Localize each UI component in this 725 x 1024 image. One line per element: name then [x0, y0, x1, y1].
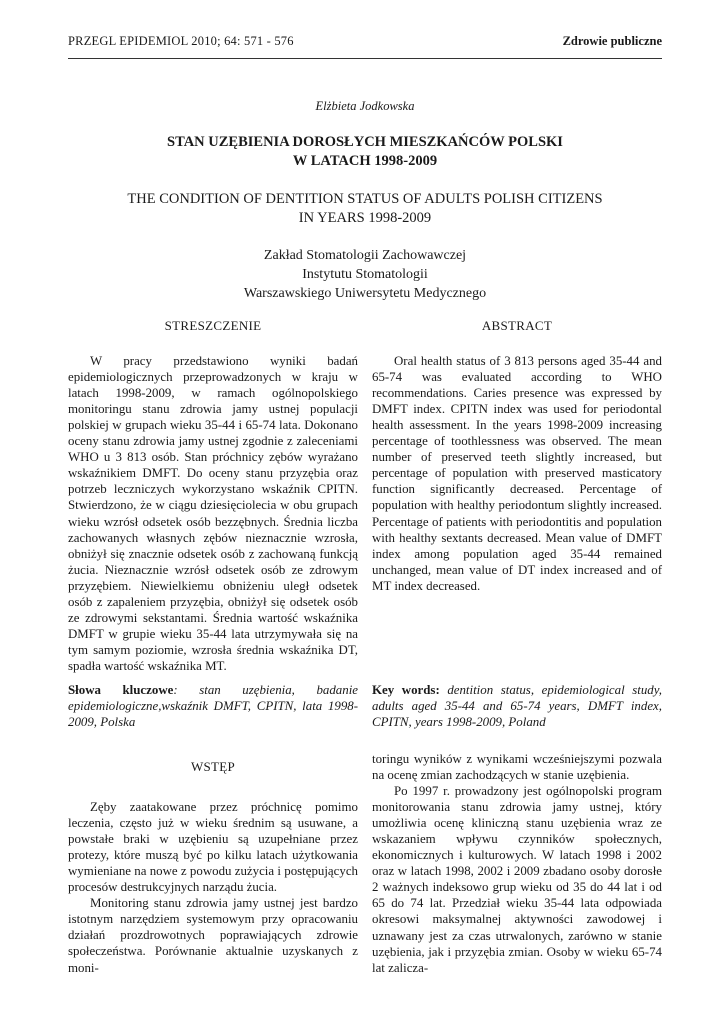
abstract-section	[372, 318, 662, 594]
keywords-polish-label: Słowa kluczowe	[68, 683, 174, 697]
keywords-polish	[68, 682, 358, 730]
header-rule	[68, 58, 662, 59]
abstract-text: Oral health status of 3 813 persons aged 35-44 and 65-74 was evaluated according to WHO recommendations. Caries presence was expressed by DMFT index. CPITN index was used for periodontal health assessment. In the years 1998-2009 increasing percentage of toothlessness was observed. The mean number of preserved teeth slightly increased, but percentage of population with preserved masticatory function significantly decreased. Percentage of population with healthy periodontum slightly increased. Percentage of patients with periodontitis and population with healthy sextants decreased. Mean value of DMFT index among population aged 35-44 remained unchanged, mean value of DT index increased and of MT index decreased.	[372, 354, 662, 593]
keywords-polish-text: : stan uzębienia, badanie epidemiologiczne,wskaźnik DMFT, CPITN, lata 1998-2009, Polska	[68, 683, 358, 730]
title-polish-line-2: W LATACH 1998-2009	[292, 153, 438, 169]
abstract-heading: ABSTRACT	[481, 318, 553, 333]
wstep-paragraph-1: Zęby zaatakowane przez próchnicę pomimo leczenia, często już w wieku średnim są usuwane, a powstałe braki w uzębieniu są uzupełniane przez protezy, które muszą być po kilku latach użytkowania wymieniane na nowe z powodu zużycia i postępujących procesów destrukcyjnych narządu żucia.	[68, 800, 358, 895]
affiliation	[68, 246, 662, 303]
continuation-paragraph-2: Po 1997 r. prowadzony jest ogólnopolski program monitorowania stanu zdrowia jamy ustnej, który umożliwia ocenę kliniczną stanu uzębienia wraz ze wskazaniem wpływu czynników społecznych, ekonomicznych i kulturowych. W latach 1998 i 2002 oraz w latach 1998, 2002 i 2009 zbadano osoby dorosłe 2 ważnych indeksowo grup wieku od 35 do 44 lat i od 65 do 74 lat. Przedział wieku 35-44 lata odpowiada okresowi maksymalnej aktywności zawodowej i uznawany jest za czas utrwalonych, zarówno w stanie uzębienia, jak i przyzębia zmian. Osoby w wieku 65-74 lat zalicza-	[372, 784, 662, 975]
title-english-line-2: IN YEARS 1998-2009	[298, 210, 432, 226]
author-name: Elżbieta Jodkowska	[315, 99, 415, 113]
wstep-section	[68, 759, 358, 976]
journal-section: Zdrowie publiczne	[562, 34, 662, 48]
journal-citation: PRZEGL EPIDEMIOL 2010; 64: 571 - 576	[68, 34, 294, 48]
wstep-paragraph-2: Monitoring stanu zdrowia jamy ustnej jest bardzo istotnym narzędziem systemowym przy opracowaniu działań prozdrowotnych poprawiających zdrowie społeczeństwa. Porównanie aktualnie uzyskanych z moni-	[68, 896, 358, 975]
streszczenie-section	[68, 318, 358, 674]
title-english-line-1: THE CONDITION OF DENTITION STATUS OF ADULTS POLISH CITIZENS	[127, 191, 603, 207]
keywords-english	[372, 682, 662, 730]
running-header	[68, 34, 662, 49]
streszczenie-text: W pracy przedstawiono wyniki badań epidemiologicznych przeprowadzonych w kraju w latach 1998-2009, w ramach ogólnopolskiego monitoringu stanu zdrowia jamy ustnej populacji polskiej w grupach wieku 35-44 i 65-74 lata. Dokonano oceny stanu zdrowia jamy ustnej zgodnie z zaleceniami WHO u 3 813 osób. Stan próchnicy zębów wyrażano wskaźnikiem DMFT. Do oceny stanu przyzębia oraz potrzeb leczniczych wykorzystano wskaźnik CPITN. Stwierdzono, że w ciągu dziesięciolecia w obu grupach wieku wzrósł odsetek osób bezzębnych. Średnia liczba zachowanych własnych zębów nieznacznie wzrosła, obniżył się znacznie odsetek osób z zachowaną funkcją żucia. Nieznacznie wzrósł odsetek osób ze zdrowym przyzębiem. Niewielkiemu obniżeniu uległ odsetek osób z zapaleniem przyzębia, obniżył się odsetek osób ze zdrowymi sekstantami. Średnia wartość wskaźnika DMFT w grupie wieku 35-44 lata utrzymywała się na tym samym poziomie, wzrosła średnia wskaźnika DT, spadła wartość wskaźnika MT.	[68, 354, 358, 673]
intro-continuation	[372, 751, 662, 976]
title-polish	[68, 133, 662, 171]
wstep-heading: WSTĘP	[190, 759, 236, 774]
affiliation-line-1: Zakład Stomatologii Zachowawczej	[263, 248, 467, 263]
title-polish-line-1: STAN UZĘBIENIA DOROSŁYCH MIESZKAŃCÓW POLSKI	[167, 134, 563, 150]
streszczenie-heading: STRESZCZENIE	[164, 318, 262, 333]
affiliation-line-2: Instytutu Stomatologii	[302, 267, 428, 282]
keywords-english-text: dentition status, epidemiological study, adults aged 35-44 and 65-74 years, DMFT index, CPITN, years 1998-2009, Poland	[372, 683, 662, 730]
keywords-english-label: Key words:	[372, 683, 440, 697]
title-english	[68, 190, 662, 228]
continuation-paragraph-1: toringu wyników z wynikami wcześniejszymi pozwala na ocenę zmian zachodzących w stanie uzębienia.	[372, 752, 662, 783]
affiliation-line-3: Warszawskiego Uniwersytetu Medycznego	[243, 286, 487, 301]
